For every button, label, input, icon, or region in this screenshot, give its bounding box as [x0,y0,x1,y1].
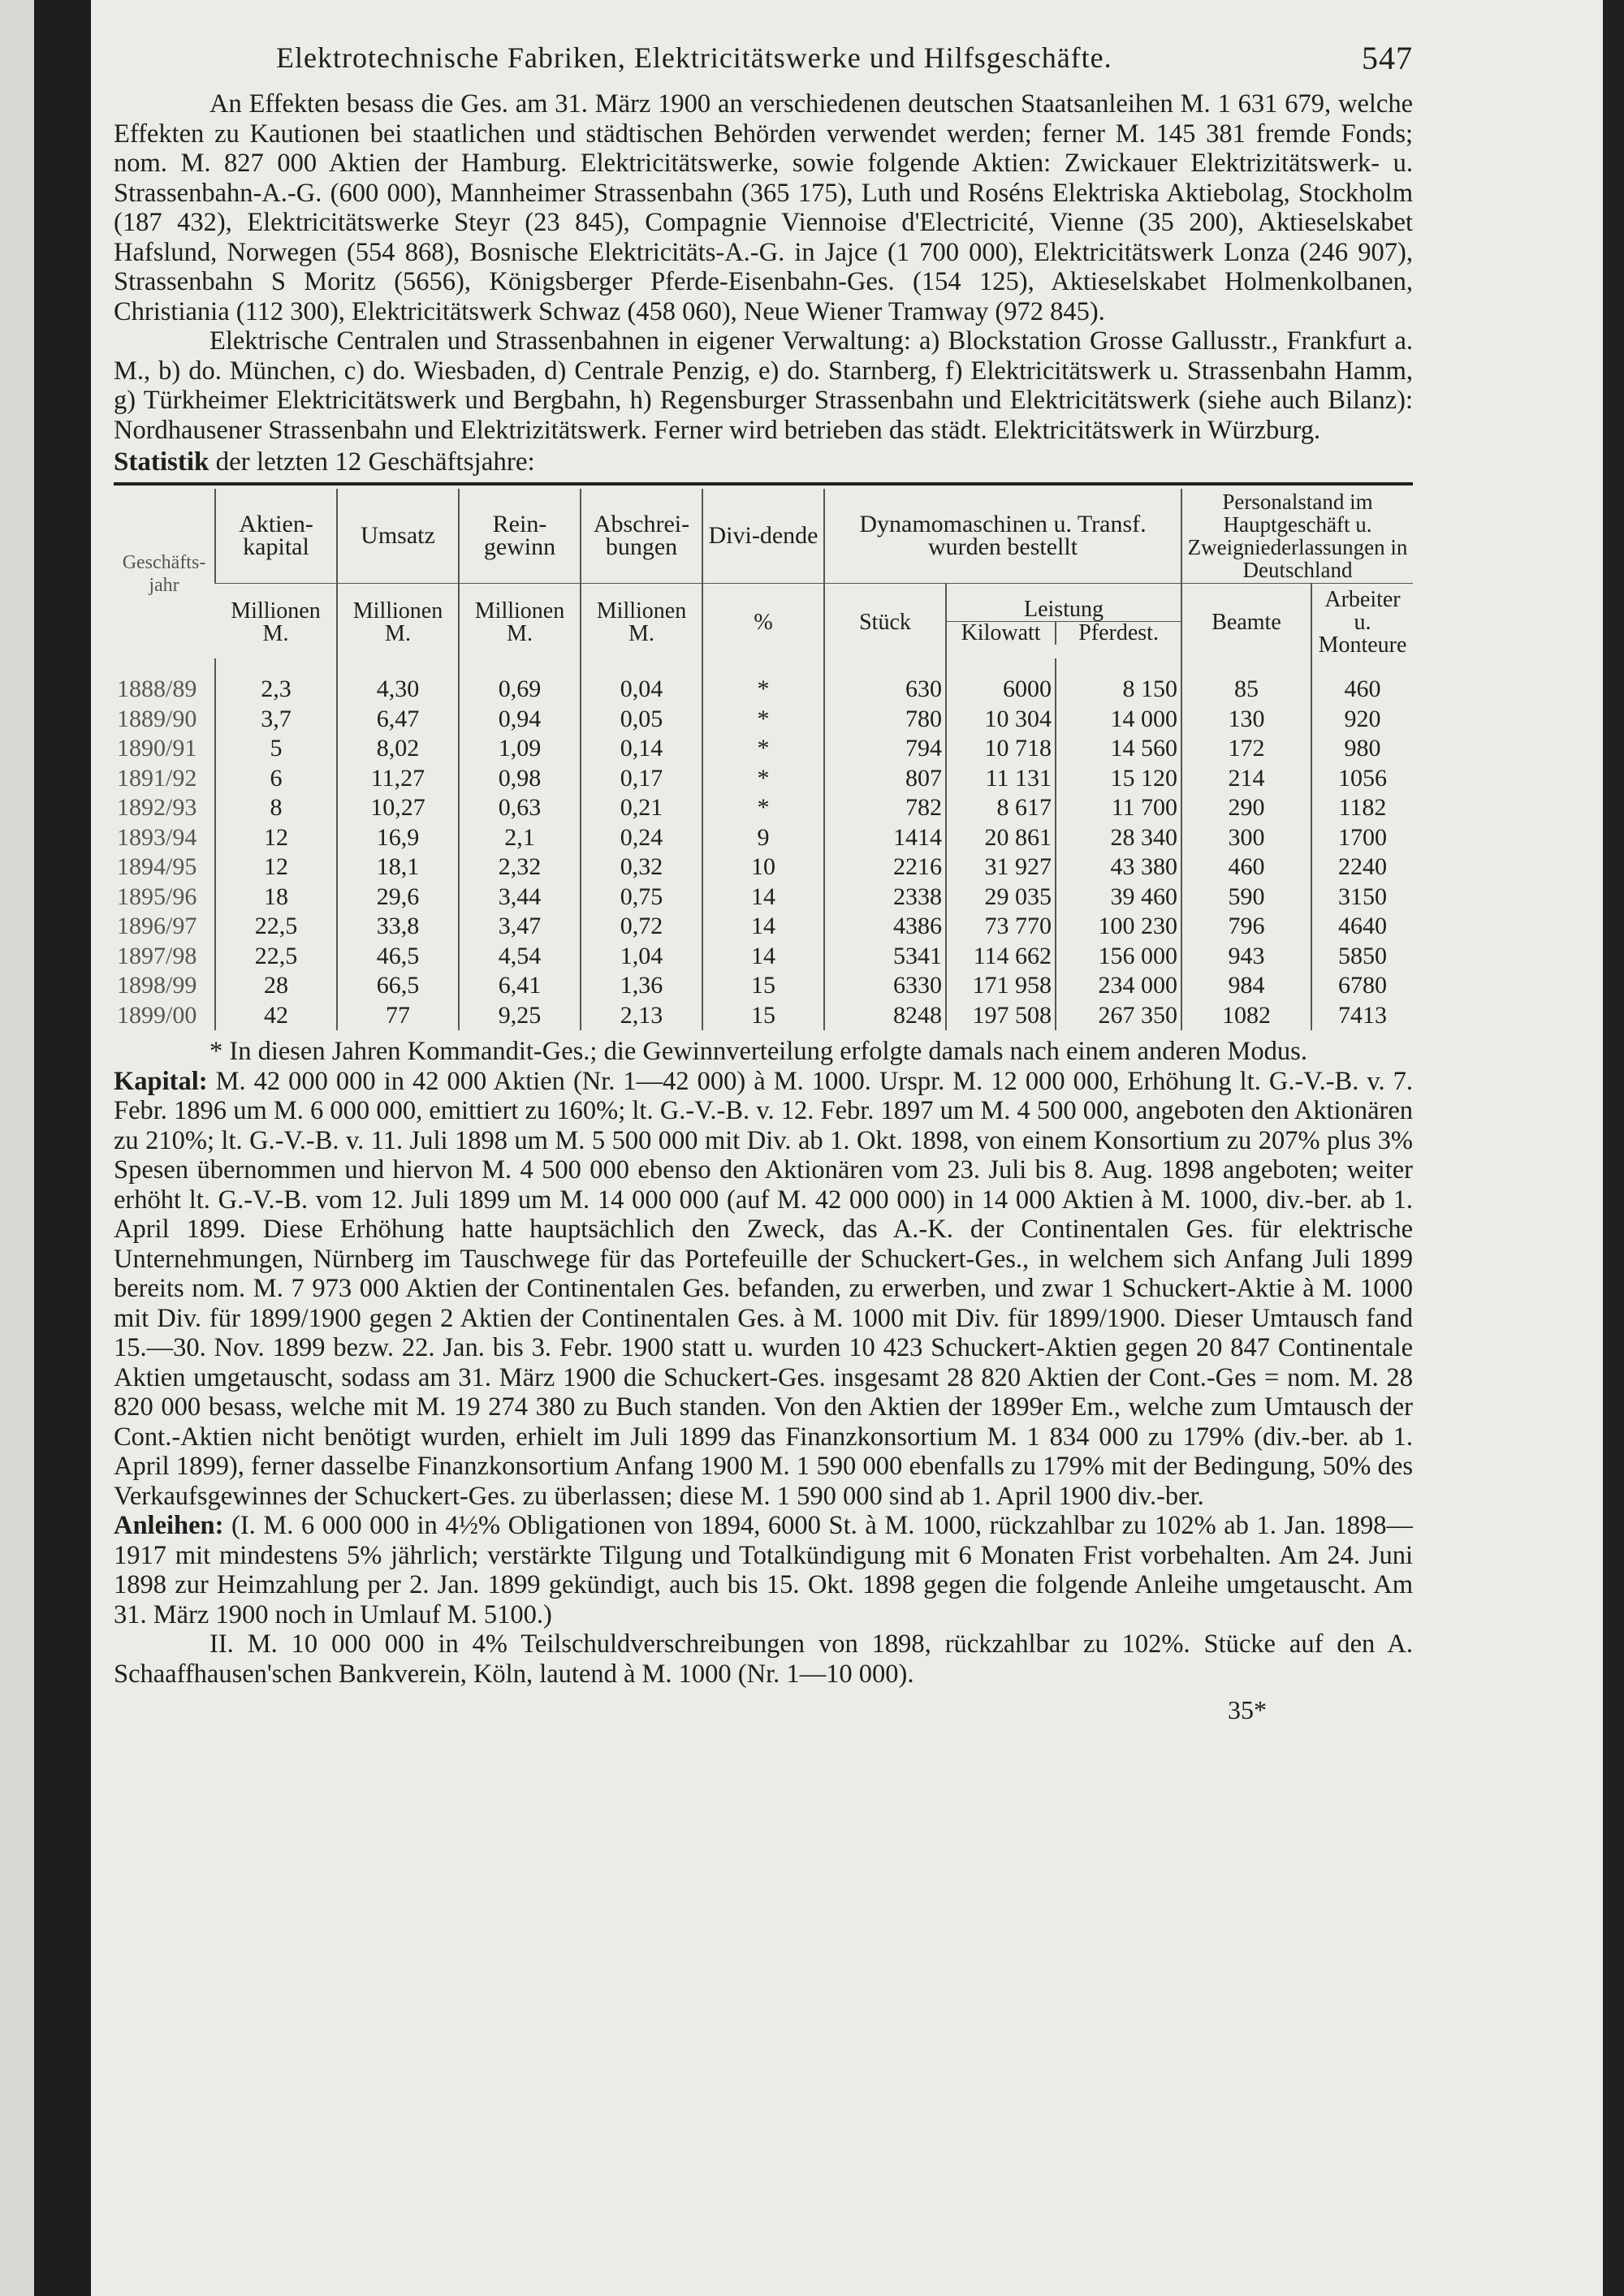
table-row [114,883,1413,913]
cell-year: 1895/96 [117,883,197,910]
cell-dividende: 15 [702,971,824,1001]
cell-umsatz: 10,27 [337,793,459,823]
cell-abschreibungen: 0,24 [581,823,702,853]
cell-pferdest: 15 120 [1056,764,1181,794]
anleihen-text-1: (I. M. 6 000 000 in 4½% Obligationen von 1894, 6000 St. à M. 1000, rückzahlbar zu 102% ab 1. Jan. 1898—1917 mit mindestens 5% jährlich; verstärkte Tilgung und Totalkündigung mit 6 Monaten Frist vorbehalten. Am 24. Juni 1898 zur Heimzahlung per 2. Jan. 1899 gekündigt, auch bis 15. Okt. 1898 gegen die folgende Anleihe umgetauscht. Am 31. März 1900 noch in Umlauf M. 5100.) [114,1511,1414,1629]
cell-year: 1892/93 [117,794,197,821]
th-aktienkapital: Aktien-kapital [215,489,337,584]
cell-arbeiter: 980 [1311,734,1413,764]
table-units-row [114,584,1413,659]
cell-reingewinn: 2,1 [459,823,581,853]
running-header [114,32,1413,89]
cell-dividende: 14 [702,942,824,972]
cell-aktienkapital: 12 [215,852,337,883]
cell-stueck: 1414 [824,823,946,853]
cell-arbeiter: 3150 [1311,883,1413,913]
cell-kilowatt: 20 861 [946,823,1056,853]
cell-pferdest: 14 000 [1056,705,1181,735]
cell-year: 1889/90 [117,705,197,732]
cell-year: 1899/00 [117,1001,197,1029]
cell-aktienkapital: 5 [215,734,337,764]
cell-stueck: 782 [824,793,946,823]
cell-stueck: 4386 [824,912,946,942]
cell-arbeiter: 920 [1311,705,1413,735]
cell-beamte: 130 [1181,705,1311,735]
table-row [114,658,1413,705]
th-dividende: Divi-dende [702,489,824,584]
paragraph-anleihen [114,1511,1413,1629]
cell-beamte: 460 [1181,852,1311,883]
cell-abschreibungen: 0,72 [581,912,702,942]
cell-pferdest: 100 230 [1056,912,1181,942]
th-abschreibungen: Abschrei-bungen [581,489,702,584]
cell-pferdest: 11 700 [1056,793,1181,823]
leistung-group [946,584,1181,659]
cell-abschreibungen: 0,04 [581,658,702,705]
cell-umsatz: 66,5 [337,971,459,1001]
cell-aktienkapital: 2,3 [215,658,337,705]
unit-arbeiter: Arbeiter u. Monteure [1311,584,1413,659]
cell-dividende: 15 [702,1001,824,1031]
cell-year: 1893/94 [117,823,197,851]
cell-beamte: 290 [1181,793,1311,823]
statistics-table [114,489,1413,1030]
cell-beamte: 796 [1181,912,1311,942]
cell-year: 1888/89 [117,675,197,702]
cell-abschreibungen: 1,04 [581,942,702,972]
cell-dividende: 10 [702,852,824,883]
cell-reingewinn: 3,47 [459,912,581,942]
cell-umsatz: 8,02 [337,734,459,764]
cell-umsatz: 29,6 [337,883,459,913]
cell-kilowatt: 171 958 [946,971,1056,1001]
table-row [114,942,1413,972]
cell-arbeiter: 6780 [1311,971,1413,1001]
th-reingewinn: Rein-gewinn [459,489,581,584]
cell-year: 1891/92 [117,764,197,792]
cell-kilowatt: 10 718 [946,734,1056,764]
cell-dividende: * [702,764,824,794]
cell-aktienkapital: 8 [215,793,337,823]
header-title: Elektrotechnische Fabriken, Elektricitätswerke und Hilfsgeschäfte. [276,41,1112,74]
table-row [114,705,1413,735]
cell-abschreibungen: 0,17 [581,764,702,794]
kapital-label: Kapital: [114,1066,208,1096]
cell-abschreibungen: 0,21 [581,793,702,823]
cell-umsatz: 6,47 [337,705,459,735]
cell-pferdest: 234 000 [1056,971,1181,1001]
unit-beamte: Beamte [1181,584,1311,659]
th-dynamo: Dynamomaschinen u. Transf. wurden bestellt [824,489,1181,584]
unit-leistung: Leistung [1024,596,1104,622]
paragraph-anleihen-2: II. M. 10 000 000 in 4% Teilschuldverschreibungen von 1898, rückzahlbar zu 102%. Stücke auf den A. Schaaffhausen'schen Bankverein, Köln, lautend à M. 1000 (Nr. 1—10 000). [114,1629,1413,1689]
cell-reingewinn: 1,09 [459,734,581,764]
cell-beamte: 590 [1181,883,1311,913]
cell-umsatz: 16,9 [337,823,459,853]
unit-mill-4: Millionen M. [581,584,702,659]
unit-mill-2: Millionen M. [337,584,459,659]
paragraph-centralen: Elektrische Centralen und Strassenbahnen in eigener Verwaltung: a) Blockstation Grosse Gallusstr., Frankfurt a. M., b) do. München, c) do. Wiesbaden, d) Centrale Penzig, e) do. Starnberg, f) Elektricitätswerk u. Strassenbahn Hamm, g) Türkheimer Elektricitätswerk und Bergbahn, h) Regensburger Strassenbahn und Elektricitätswerk (siehe auch Bilanz): Nordhausener Strassenbahn und Elektrizitätswerk. Ferner wird betrieben das städt. Elektricitätswerk in Würzburg. [114,326,1413,445]
cell-abschreibungen: 0,32 [581,852,702,883]
cell-pferdest: 267 350 [1056,1001,1181,1031]
table-row [114,734,1413,764]
cell-reingewinn: 2,32 [459,852,581,883]
cell-aktienkapital: 3,7 [215,705,337,735]
unit-kilowatt: Kilowatt [947,622,1056,645]
cell-beamte: 85 [1181,658,1311,705]
unit-mill-1: Millionen M. [215,584,337,659]
unit-percent: % [702,584,824,659]
cell-arbeiter: 4640 [1311,912,1413,942]
cell-stueck: 807 [824,764,946,794]
cell-kilowatt: 29 035 [946,883,1056,913]
cell-dividende: 14 [702,912,824,942]
cell-beamte: 300 [1181,823,1311,853]
cell-abschreibungen: 0,05 [581,705,702,735]
cell-aktienkapital: 22,5 [215,912,337,942]
cell-dividende: * [702,658,824,705]
cell-umsatz: 46,5 [337,942,459,972]
table-top-rule [114,482,1413,486]
cell-dividende: 14 [702,883,824,913]
cell-abschreibungen: 1,36 [581,971,702,1001]
cell-year: 1896/97 [117,913,197,939]
cell-arbeiter: 5850 [1311,942,1413,972]
cell-pferdest: 28 340 [1056,823,1181,853]
cell-pferdest: 39 460 [1056,883,1181,913]
cell-kilowatt: 8 617 [946,793,1056,823]
cell-umsatz: 77 [337,1001,459,1031]
cell-arbeiter: 1056 [1311,764,1413,794]
cell-reingewinn: 0,69 [459,658,581,705]
cell-kilowatt: 73 770 [946,912,1056,942]
cell-year: 1894/95 [117,853,197,880]
statistics-heading-rest: der letzten 12 Geschäftsjahre: [215,447,535,477]
cell-beamte: 214 [1181,764,1311,794]
th-umsatz: Umsatz [337,489,459,584]
cell-aktienkapital: 6 [215,764,337,794]
table-body [114,658,1413,1030]
cell-aktienkapital: 12 [215,823,337,853]
unit-pferdest: Pferdest. [1078,619,1159,645]
cell-kilowatt: 197 508 [946,1001,1056,1031]
cell-pferdest: 156 000 [1056,942,1181,972]
kapital-text: M. 42 000 000 in 42 000 Aktien (Nr. 1—42 000) à M. 1000. Urspr. M. 12 000 000, Erhöhung lt. G.-V.-B. v. 7. Febr. 1896 um M. 6 000 000, emittiert zu 160%; lt. G.-V.-B. v. 12. Febr. 1897 um M. 4 500 000, angeboten den Aktionären zu 210%; lt. G.-V.-B. v. 11. Juli 1898 um M. 5 500 000 mit Div. ab 1. Okt. 1898, von einem Konsortium zu 207% plus 3% Spesen übernommen und hiervon M. 4 500 000 ebenso den Aktionären vom 23. Juli bis 8. Aug. 1898 angeboten; weiter erhöht lt. G.-V.-B. vom 12. Juli 1899 um M. 14 000 000 (auf M. 42 000 000) in 14 000 Aktien à M. 1000, div.-ber. ab 1. April 1899. Diese Erhöhung hatte hauptsächlich den Zweck, das A.-K. der Continentalen Ges. für elektrische Unternehmungen, Nürnberg im Tauschwege für das Portefeuille der Schuckert-Ges., in welchem sich Anfang Juli 1899 bereits nom. M. 7 973 000 Aktien der Continentalen Ges. befanden, zu erwerben, und zwar 1 Schuckert-Aktie à M. 1000 mit Div. für 1899/1900 gegen 2 Aktien der Continentalen Ges. à M. 1000 mit Div. für 1899/1900. Dieser Umtausch fand 15.—30. Nov. 1899 bezw. 22. Jan. bis 3. Febr. 1900 statt u. wurden 10 423 Schuckert-Aktien gegen 20 847 Continentale Aktien umgetauscht, sodass am 31. März 1900 die Schuckert-Ges. insgesamt 28 820 Aktien der Cont.-Ges = nom. M. 28 820 000 besass, welche mit M. 19 274 380 zu Buch standen. Von den Aktien der 1899er Em., welche zum Umtausch der Cont.-Aktien nicht benötigt wurden, erhielt im Juli 1899 das Finanzkonsortium M. 1 834 000 zu 179% (div.-ber. ab 1. April 1899), ferner dasselbe Finanzkonsortium Anfang 1900 M. 1 590 000 ebenfalls zu 179% mit der Bedingung, 50% des Verkaufsgewinnes der Schuckert-Ges. zu überlassen; diese M. 1 590 000 sind ab 1. April 1900 div.-ber. [114,1066,1414,1511]
statistics-label: Statistik [114,447,209,477]
th-year: Geschäfts-jahr [122,551,206,596]
cell-stueck: 780 [824,705,946,735]
cell-pferdest: 43 380 [1056,852,1181,883]
cell-stueck: 5341 [824,942,946,972]
cell-reingewinn: 3,44 [459,883,581,913]
cell-beamte: 172 [1181,734,1311,764]
scan-edge-shadow [1603,0,1624,2296]
cell-kilowatt: 114 662 [946,942,1056,972]
cell-dividende: * [702,734,824,764]
cell-abschreibungen: 2,13 [581,1001,702,1031]
cell-kilowatt: 11 131 [946,764,1056,794]
cell-aktienkapital: 22,5 [215,942,337,972]
cell-abschreibungen: 0,14 [581,734,702,764]
table-footnote: * In diesen Jahren Kommandit-Ges.; die Gewinnverteilung erfolgte damals nach einem anderen Modus. [209,1037,1307,1066]
cell-aktienkapital: 42 [215,1001,337,1031]
table-row [114,764,1413,794]
cell-year: 1890/91 [117,735,197,762]
th-personal: Personalstand im Hauptgeschäft u. Zweigniederlassungen in Deutschland [1181,489,1413,584]
statistics-heading [114,447,1413,477]
cell-reingewinn: 9,25 [459,1001,581,1031]
cell-dividende: 9 [702,823,824,853]
cell-arbeiter: 460 [1311,658,1413,705]
table-row [114,912,1413,942]
cell-kilowatt: 31 927 [946,852,1056,883]
cell-reingewinn: 4,54 [459,942,581,972]
cell-beamte: 943 [1181,942,1311,972]
unit-mill-3: Millionen M. [459,584,581,659]
cell-reingewinn: 0,63 [459,793,581,823]
document-page [114,32,1413,1725]
scan-margin [0,0,34,2296]
page-number: 547 [1362,40,1413,76]
scan-binding-shadow [34,0,91,2296]
cell-reingewinn: 0,98 [459,764,581,794]
anleihen-label: Anleihen: [114,1511,224,1540]
cell-arbeiter: 1700 [1311,823,1413,853]
table-header-row [114,489,1413,584]
leistung-subunits [947,621,1181,645]
cell-stueck: 2338 [824,883,946,913]
paragraph-kapital [114,1067,1413,1512]
table-row [114,1001,1413,1031]
table-row [114,823,1413,853]
cell-stueck: 6330 [824,971,946,1001]
table-row [114,971,1413,1001]
cell-umsatz: 18,1 [337,852,459,883]
cell-pferdest: 8 150 [1056,658,1181,705]
cell-arbeiter: 1182 [1311,793,1413,823]
cell-aktienkapital: 28 [215,971,337,1001]
cell-beamte: 984 [1181,971,1311,1001]
table-row [114,793,1413,823]
signature-mark: 35* [1228,1695,1267,1724]
unit-stueck: Stück [824,584,946,659]
cell-aktienkapital: 18 [215,883,337,913]
paragraph-effekten: An Effekten besass die Ges. am 31. März 1900 an verschiedenen deutschen Staatsanleihen M. 1 631 679, welche Effekten zu Kautionen bei staatlichen und städtischen Behörden verwendet werden; ferner M. 145 381 fremde Fonds; nom. M. 827 000 Aktien der Hamburg. Elektricitätswerke, sowie folgende Aktien: Zwickauer Elektrizitätswerk- u. Strassenbahn-A.-G. (600 000), Mannheimer Strassenbahn (365 175), Luth und Roséns Elektriska Aktiebolag, Stockholm (187 432), Elektricitätswerke Steyr (23 845), Compagnie Viennoise d'Electricité, Vienne (35 200), Aktieselskabet Hafslund, Norwegen (554 868), Bosnische Elektricitäts-A.-G. in Jajce (1 700 000), Elektricitätswerk Lonza (246 907), Strassenbahn S Moritz (5656), Königsberger Pferde-Eisenbahn-Ges. (154 125), Aktieselskabet Holmenkolbanen, Christiania (112 300), Elektricitätswerk Schwaz (458 060), Neue Wiener Tramway (972 845). [114,89,1413,326]
cell-kilowatt: 6000 [946,658,1056,705]
cell-umsatz: 4,30 [337,658,459,705]
cell-stueck: 630 [824,658,946,705]
cell-year: 1897/98 [117,942,197,969]
cell-umsatz: 33,8 [337,912,459,942]
cell-reingewinn: 0,94 [459,705,581,735]
cell-pferdest: 14 560 [1056,734,1181,764]
cell-stueck: 2216 [824,852,946,883]
cell-beamte: 1082 [1181,1001,1311,1031]
cell-dividende: * [702,793,824,823]
cell-arbeiter: 7413 [1311,1001,1413,1031]
cell-abschreibungen: 0,75 [581,883,702,913]
cell-dividende: * [702,705,824,735]
table-row [114,852,1413,883]
cell-kilowatt: 10 304 [946,705,1056,735]
cell-umsatz: 11,27 [337,764,459,794]
cell-year: 1898/99 [117,972,197,999]
cell-stueck: 8248 [824,1001,946,1031]
cell-reingewinn: 6,41 [459,971,581,1001]
cell-arbeiter: 2240 [1311,852,1413,883]
cell-stueck: 794 [824,734,946,764]
